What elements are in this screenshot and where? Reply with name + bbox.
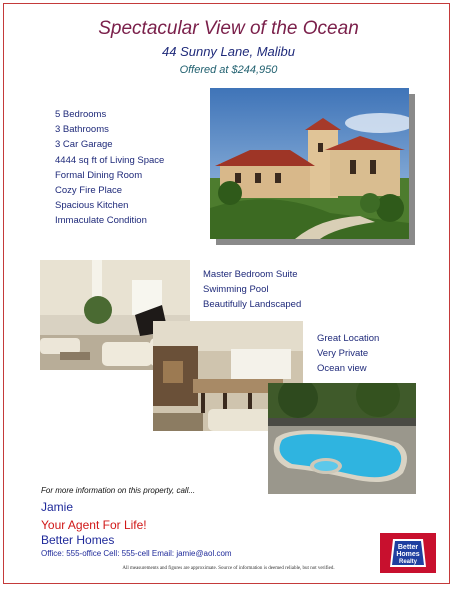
feature-item: Master Bedroom Suite: [203, 269, 298, 280]
feature-item: Beautifully Landscaped: [203, 299, 302, 311]
logo-line-1: Better: [397, 544, 419, 551]
feature-item: 4444 sq ft of Living Space: [55, 154, 165, 166]
feature-list: [55, 107, 164, 229]
feature-list-3: [317, 331, 379, 377]
house-exterior-photo: [210, 88, 409, 239]
feature-item: Great Location: [317, 333, 380, 344]
feature-item: Very Private: [317, 348, 369, 360]
better-homes-logo: [380, 533, 436, 573]
disclaimer-text: All measurements and figures are approximate. Source of information is deemed reliable, but not verified.: [122, 566, 335, 571]
feature-item: Formal Dining Room: [55, 169, 143, 181]
logo-line-2: Homes: [396, 551, 420, 558]
feature-item: Swimming Pool: [203, 284, 269, 296]
pool-photo: [268, 383, 416, 494]
feature-list-2: [203, 267, 301, 313]
feature-item: Spacious Kitchen: [55, 200, 129, 212]
logo-line-3: Realty: [398, 559, 418, 565]
feature-item: Cozy Fire Place: [55, 185, 123, 197]
agent-name: Jamie: [41, 500, 74, 514]
feature-item: 3 Car Garage: [55, 139, 113, 151]
company-name: Better Homes: [41, 533, 115, 547]
more-info-text: For more information on this property, call...: [41, 486, 196, 495]
agent-tagline: Your Agent For Life!: [41, 518, 147, 532]
property-address: 44 Sunny Lane, Malibu: [162, 44, 295, 59]
contact-info: Office: 555-office Cell: 555-cell Email: jamie@aol.com: [41, 549, 232, 558]
feature-item: 3 Bathrooms: [55, 124, 109, 136]
feature-item: Immaculate Condition: [55, 215, 147, 227]
feature-item: Ocean view: [317, 363, 367, 375]
flyer-title: Spectacular View of the Ocean: [98, 18, 359, 39]
property-price: Offered at $244,950: [179, 64, 278, 76]
feature-item: 5 Bedrooms: [55, 109, 107, 120]
